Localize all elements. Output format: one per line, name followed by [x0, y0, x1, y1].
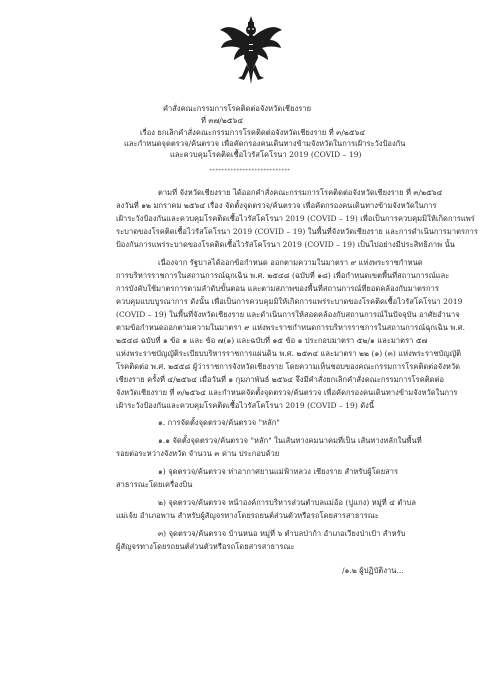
body-line: จังหวัดเชียงราย ที่ ๓/๒๕๖๔ และกำหนดจัดตั้งจุดตรวจ/ค้นตรวจ เพื่อคัดกรองคนเดินทางข้ามจังหวัดในการ [116, 388, 458, 397]
body-line: ลงวันที่ ๑๒ มกราคม ๒๕๖๔ เรื่อง จัดตั้งจุดตรวจ/ค้นตรวจ เพื่อคัดกรองคนเดินทางข้ามจังหวัดในการ [116, 201, 437, 210]
body-line: (COVID – 19) ในพื้นที่จังหวัดเชียงราย และดำเนินการให้สอดคล้องกับสถานการณ์ในปัจจุบัน อาศัยอำนาจ [116, 310, 460, 319]
body-line: ตามข้อกำหนดออกตามความในมาตรา ๙ แห่งพระราชกำหนดการบริหารราชการในสถานการณ์ฉุกเฉิน พ.ศ. [116, 323, 466, 332]
body-line: เนื่องจาก รัฐบาลได้ออกข้อกำหนด ออกตามความในมาตรา ๙ แห่งพระราชกำหนด [158, 258, 423, 267]
body-line: ๓) จุดตรวจ/ค้นตรวจ บ้านหนอ หมู่ที่ ๖ ตำบลป่าก้า อำเภอเวียงป่าเป้า สำหรับ [158, 529, 406, 538]
garuda-emblem-icon [218, 14, 284, 86]
body-line: เชียงราย ครั้งที่ ๔/๒๕๖๔ เมื่อวันที่ ๑ กุมภาพันธ์ ๒๕๖๔ จึงมีคำสั่งยกเลิกคำสั่งคณะกรรมการโรคติดต่อ [116, 375, 445, 384]
body-line: ๒) จุดตรวจ/ค้นตรวจ หน้าองค์การบริหารส่วนตำบลแม่อ้อ (ปูแกง) หมู่ที่ ๔ ตำบล [158, 498, 416, 507]
body-line: ตามที่ จังหวัดเชียงราย ได้ออกคำสั่งคณะกรรมการโรคติดต่อจังหวัดเชียงราย ที่ ๓/๒๕๖๔ [158, 188, 443, 197]
subject-line-2: และกำหนดจุดตรวจ/ค้นตรวจ เพื่อคัดกรองคนเดินทางข้ามจังหวัดในการเฝ้าระวังป้องกัน [124, 139, 406, 148]
subject-line-3: และควบคุมโรคติดเชื้อไวรัสโคโรนา 2019 (COVID – 19) [170, 150, 362, 159]
subject-line-1: เรื่อง ยกเลิกคำสั่งคณะกรรมการโรคติดต่อจังหวัดเชียงราย ที่ ๓/๒๕๖๔ [140, 128, 366, 137]
body-line: ผู้สัญจรทางโดยรถยนต์ส่วนตัวหรือรถโดยสารสาธารณะ [116, 542, 295, 551]
body-line: เฝ้าระวังป้องกันและควบคุมโรคติดเชื้อไวรัสโคโรนา 2019 (COVID – 19) เพื่อเป็นการควบคุมมิให้เกิดการแพร่ [116, 214, 475, 223]
body-line: ระบาดของโรคติดเชื้อไวรัสโคโรนา 2019 (COVID – 19) ในพื้นที่จังหวัดเชียงราย และการดำเนินการมาตรการ [116, 227, 479, 236]
body-line: สาธารณะโดยเครื่องบิน [116, 480, 193, 489]
order-number: ที่ ๓๗/๒๕๖๔ [201, 116, 244, 125]
body-line: ควบคุมแบบบูรณาการ ดังนั้น เพื่อเป็นการควบคุมมิให้เกิดการแพร่ระบาดของโรคติดเชื้อไวรัสโคโรนา 2019 [116, 297, 463, 306]
body-line: โรคติดต่อ พ.ศ. ๒๕๕๘ ผู้ว่าราชการจังหวัดเชียงราย โดยความเห็นชอบของคณะกรรมการโรคติดต่อจังหวัด [116, 362, 461, 371]
separator-line: *************************** [209, 168, 291, 174]
body-line: แห่งพระราชบัญญัติระเบียบบริหารราชการแผ่นดิน พ.ศ. ๒๕๓๔ และมาตรา ๒๒ (๑) (๓) แห่งพระราชบัญญัติ [116, 349, 462, 358]
body-line: ป้องกันการแพร่ระบาดของโรคติดเชื้อไวรัสโคโรนา 2019 (COVID – 19) เป็นไปอย่างมีประสิทธิภาพ นั้น [116, 240, 455, 249]
body-line: รอยต่อระหว่างจังหวัด จำนวน ๓ ด่าน ประกอบด้วย [116, 449, 280, 458]
body-line: แม่เจ้ย อำเภอพาน สำหรับผู้สัญจรทางโดยรถยนต์ส่วนตัวหรือรถโดยสารสาธารณะ [116, 511, 379, 520]
body-line: เฝ้าระวังป้องกันและควบคุมโรคติดเชื้อไวรัสโคโรนา 2019 (COVID – 19) ดังนี้ [116, 401, 375, 410]
order-title: คำสั่งคณะกรรมการโรคติดต่อจังหวัดเชียงราย [163, 104, 312, 113]
body-line: ๑) จุดตรวจ/ค้นตรวจ ท่าอากาศยานแม่ฟ้าหลวง เชียงราย สำหรับผู้โดยสาร [158, 467, 399, 476]
body-line: การบังคับใช้มาตรการตามลำดับขั้นตอน และตามสภาพของพื้นที่สถานการณ์ที่ยอดคล้องกับมาตรการ [116, 284, 439, 293]
body-line: ๒๕๔๘ ฉบับที่ ๑ ข้อ ๑ และ ข้อ ๗(๑) และฉบับที่ ๑๕ ข้อ ๑ ประกอบมาตรา ๕๒/๑ และมาตรา ๕๗ [116, 336, 428, 345]
continuation-note: /๑.๒ ผู้ปฏิบัติงาน... [342, 566, 404, 575]
section-heading: ๑. การจัดตั้งจุดตรวจ/ค้นตรวจ "หลัก" [158, 418, 280, 427]
body-line: ๑.๑ จัดตั้งจุดตรวจ/ค้นตรวจ "หลัก" ในเส้นทางคมนาคมที่เป็น เส้นทางหลักในพื้นที่ [158, 436, 422, 445]
body-line: การบริหารราชการในสถานการณ์ฉุกเฉิน พ.ศ. ๒๕๔๘ (ฉบับที่ ๑๘) เพื่อกำหนดเขตพื้นที่สถานการณ์และ [116, 271, 450, 280]
